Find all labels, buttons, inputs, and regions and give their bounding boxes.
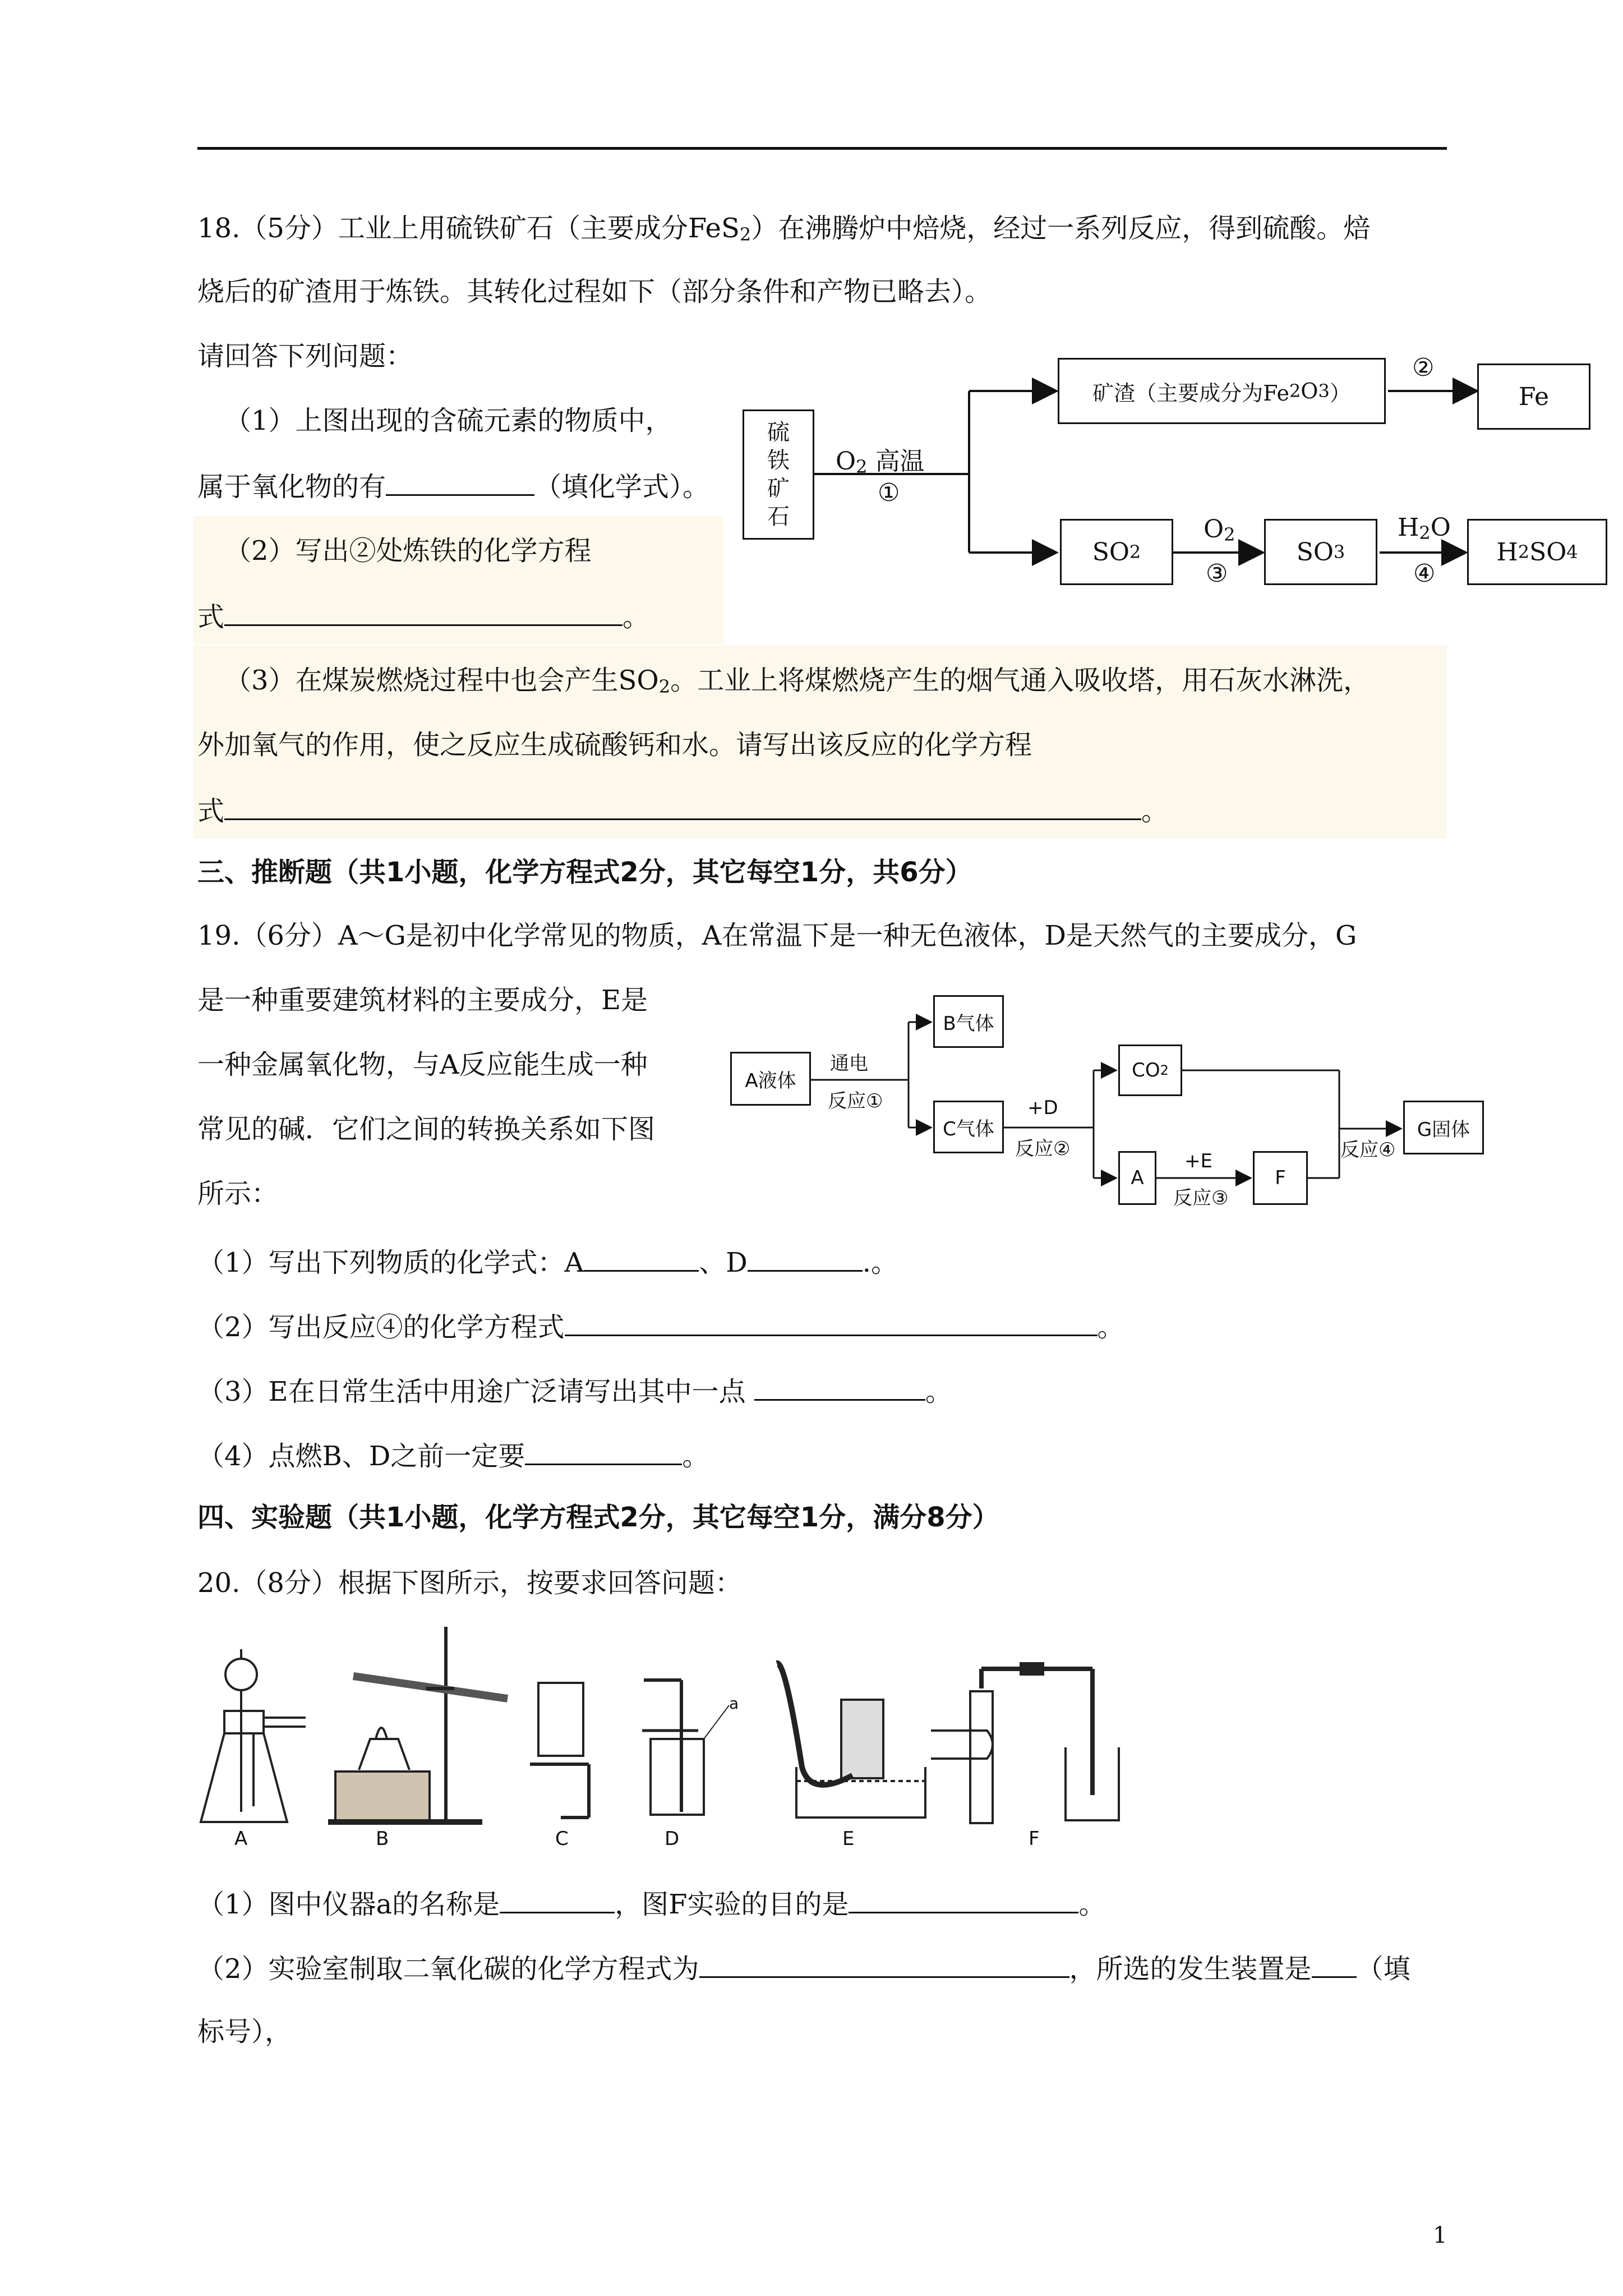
label-plus-e: +E	[1184, 1150, 1212, 1172]
section4-heading: 四、实验题（共1小题，化学方程式2分，其它每空1分，满分8分）	[197, 1502, 999, 1533]
apparatus-a-icon	[201, 1649, 306, 1822]
q18-part1-a: （1）上图出现的含硫元素的物质中，	[224, 405, 672, 436]
slag-box: 矿渣（主要成分为Fe 2 O 3 ）	[1058, 358, 1386, 424]
q19-line1: 19.（6分）A～G是初中化学常见的物质，A在常温下是一种无色液体，D是天然气的主要成分，G	[197, 920, 1357, 951]
q18-part2-b: 式 。	[197, 599, 649, 634]
answer-blank[interactable]	[849, 1886, 1078, 1913]
f-box: F	[1253, 1151, 1308, 1205]
q18-line3: 请回答下列问题：	[197, 341, 413, 372]
label-apparatus-c: C	[555, 1828, 569, 1850]
q18-line1: 18.（5分）工业上用硫铁矿石（主要成分FeS$_2$）在沸腾炉中焙烧，经过一系列反应，得到硫酸。焙	[197, 213, 1371, 245]
circle-1: ①	[878, 478, 900, 507]
so2-box: SO 2	[1060, 519, 1173, 585]
label-reaction-2: 反应②	[1015, 1138, 1071, 1160]
apparatus-d-icon	[642, 1680, 729, 1815]
q20-part2: （2）实验室制取二氧化碳的化学方程式为 ，所选的发生装置是 （填	[197, 1950, 1410, 1986]
label-reaction-1: 反应①	[828, 1090, 883, 1112]
c-gas-box: C气体	[933, 1101, 1004, 1153]
answer-blank[interactable]	[500, 1886, 615, 1913]
label-reaction-4: 反应④	[1340, 1139, 1396, 1161]
q19-part4: （4）点燃B、D之前一定要 。	[197, 1438, 709, 1473]
q19-line5: 所示：	[197, 1178, 279, 1209]
label-instrument-a: a	[729, 1694, 739, 1713]
label-apparatus-f: F	[1029, 1828, 1040, 1850]
q19-line4: 常见的碱．它们之间的转换关系如下图	[197, 1114, 656, 1145]
q19-part1: （1）写出下列物质的化学式：A 、D .。	[197, 1244, 898, 1280]
label-apparatus-d: D	[665, 1828, 680, 1850]
page-number: 1	[1433, 2223, 1447, 2248]
q18-line2: 烧后的矿渣用于炼铁。其转化过程如下（部分条件和产物已略去）。	[197, 276, 992, 307]
q19-part2: （2）写出反应④的化学方程式 。	[197, 1309, 1124, 1344]
q19-line3: 一种金属氧化物，与A反应能生成一种	[197, 1049, 648, 1080]
circle-3: ③	[1206, 559, 1228, 588]
fe-box: Fe	[1477, 364, 1590, 430]
label-apparatus-e: E	[842, 1828, 855, 1850]
circle-2: ②	[1412, 353, 1435, 382]
h2so4-box: H 2 SO 4	[1467, 519, 1607, 585]
apparatus-f-icon	[931, 1663, 1119, 1823]
ore-box: 硫 铁 矿 石	[743, 409, 814, 540]
q18-part3-a: （3）在煤炭燃烧过程中也会产生$SO_2$。工业上将煤燃烧产生的烟气通入吸收塔，用石灰水淋洗，	[224, 665, 1371, 697]
q20-part2-b: 标号），	[197, 2016, 292, 2047]
cond-o2: $O_2$	[1204, 515, 1235, 545]
answer-blank[interactable]	[699, 1950, 1069, 1978]
answer-blank[interactable]	[1312, 1950, 1357, 1978]
cond-h2o: $H_2O$	[1398, 513, 1451, 544]
q18-part2-a: （2）写出②处炼铁的化学方程	[224, 535, 592, 567]
q18-part3-c: 式 。	[197, 793, 1168, 828]
apparatus-b-icon	[328, 1627, 508, 1822]
q20-part1: （1）图中仪器a的名称是 ，图F实验的目的是 。	[197, 1886, 1106, 1921]
a-box: A	[1118, 1151, 1156, 1205]
apparatus-e-icon	[777, 1663, 925, 1818]
label-apparatus-a: A	[234, 1828, 248, 1850]
b-gas-box: B气体	[933, 995, 1004, 1048]
so3-box: SO 3	[1264, 519, 1377, 585]
q18-part1-b: 属于氧化物的有 （填化学式）。	[197, 468, 709, 504]
q20-line1: 20.（8分）根据下图所示，按要求回答问题：	[197, 1567, 742, 1599]
label-apparatus-b: B	[376, 1828, 389, 1850]
section3-heading: 三、推断题（共1小题，化学方程式2分，其它每空1分，共6分）	[197, 857, 972, 888]
g-solid-box: G固体	[1403, 1101, 1484, 1154]
label-reaction-3: 反应③	[1173, 1187, 1229, 1209]
co2-box: CO 2	[1118, 1045, 1182, 1096]
q19-line2: 是一种重要建筑材料的主要成分，E是	[197, 984, 648, 1016]
label-electrolysis: 通电	[830, 1052, 868, 1075]
apparatus-c-icon	[530, 1683, 589, 1818]
circle-4: ④	[1413, 559, 1436, 588]
label-plus-d: +D	[1027, 1097, 1058, 1119]
a-liquid-box: A液体	[730, 1052, 811, 1106]
q19-part3: （3）E在日常生活中用途广泛请写出其中一点 。	[197, 1373, 952, 1409]
cond-o2-high-temp: $O_2$ 高温	[836, 447, 925, 477]
q18-part3-b: 外加氧气的作用，使之反应生成硫酸钙和水。请写出该反应的化学方程	[197, 729, 1032, 761]
